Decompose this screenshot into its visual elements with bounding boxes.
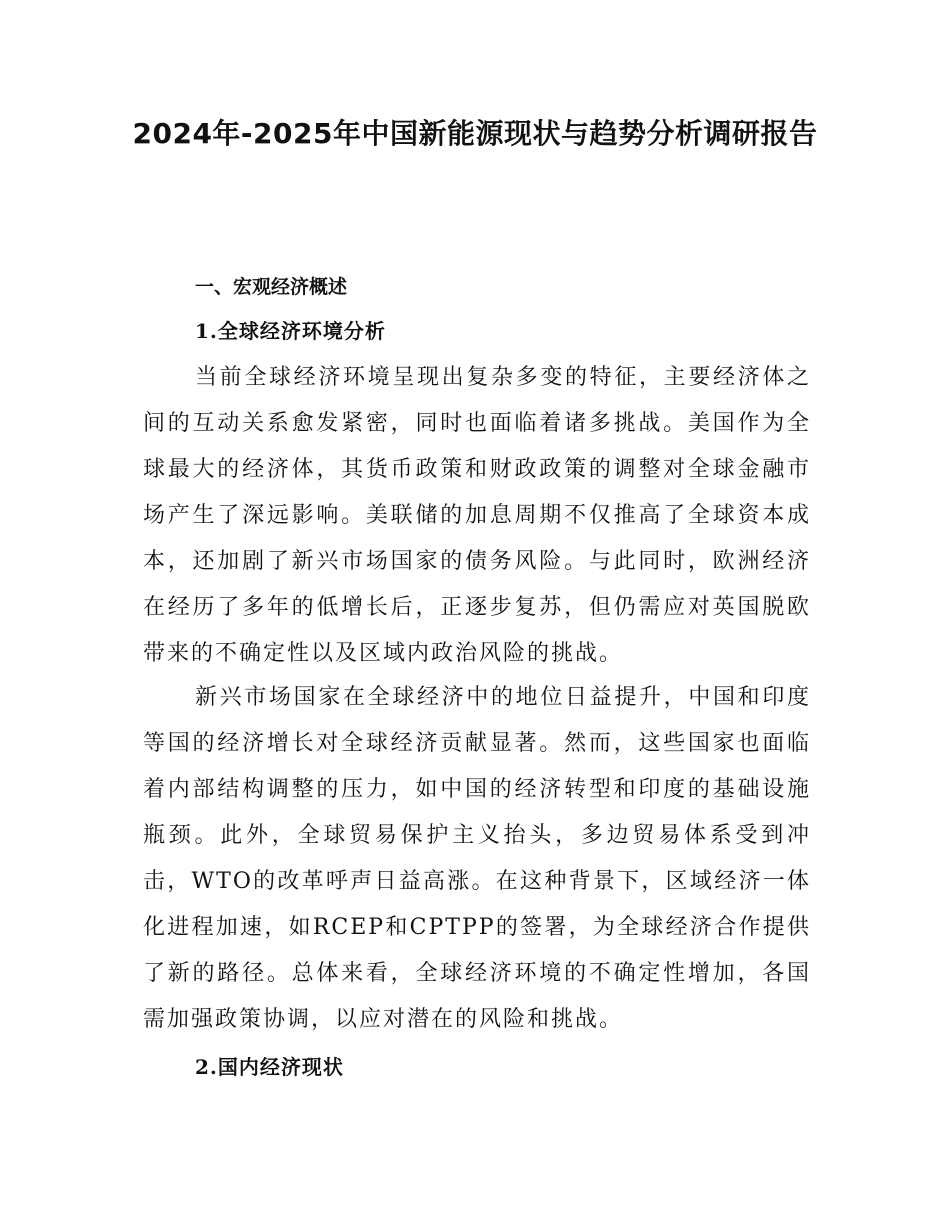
document-title: 2024年-2025年中国新能源现状与趋势分析调研报告 — [132, 117, 818, 150]
paragraph-global-economy-2: 新兴市场国家在全球经济中的地位日益提升，中国和印度等国的经济增长对全球经济贡献显著。然而，这些国家也面临着内部结构调整的压力，如中国的经济转型和印度的基础设施瓶颈。此外，全球贸易保护主义抬头，多边贸易体系受到冲击，WTO的改革呼声日益高涨。在这种背景下，区域经济一体化进程加速，如RCEP和CPTPP的签署，为全球经济合作提供了新的路径。总体来看，全球经济环境的不确定性增加，各国需加强政策协调，以应对潜在的风险和挑战。 — [143, 685, 811, 1032]
section-heading-macro-economy: 一、宏观经济概述 — [195, 276, 348, 298]
subsection-heading-global-economy: 1.全球经济环境分析 — [195, 319, 386, 343]
paragraph-global-economy-1: 当前全球经济环境呈现出复杂多变的特征，主要经济体之间的互动关系愈发紧密，同时也面临着诸多挑战。美国作为全球最大的经济体，其货币政策和财政政策的调整对全球金融市场产生了深远影响。美联储的加息周期不仅推高了全球资本成本，还加剧了新兴市场国家的债务风险。与此同时，欧洲经济在经历了多年的低增长后，正逐步复苏，但仍需应对英国脱欧带来的不确定性以及区域内政治风险的挑战。 — [143, 365, 811, 666]
subsection-heading-domestic-economy: 2.国内经济现状 — [195, 1055, 344, 1079]
